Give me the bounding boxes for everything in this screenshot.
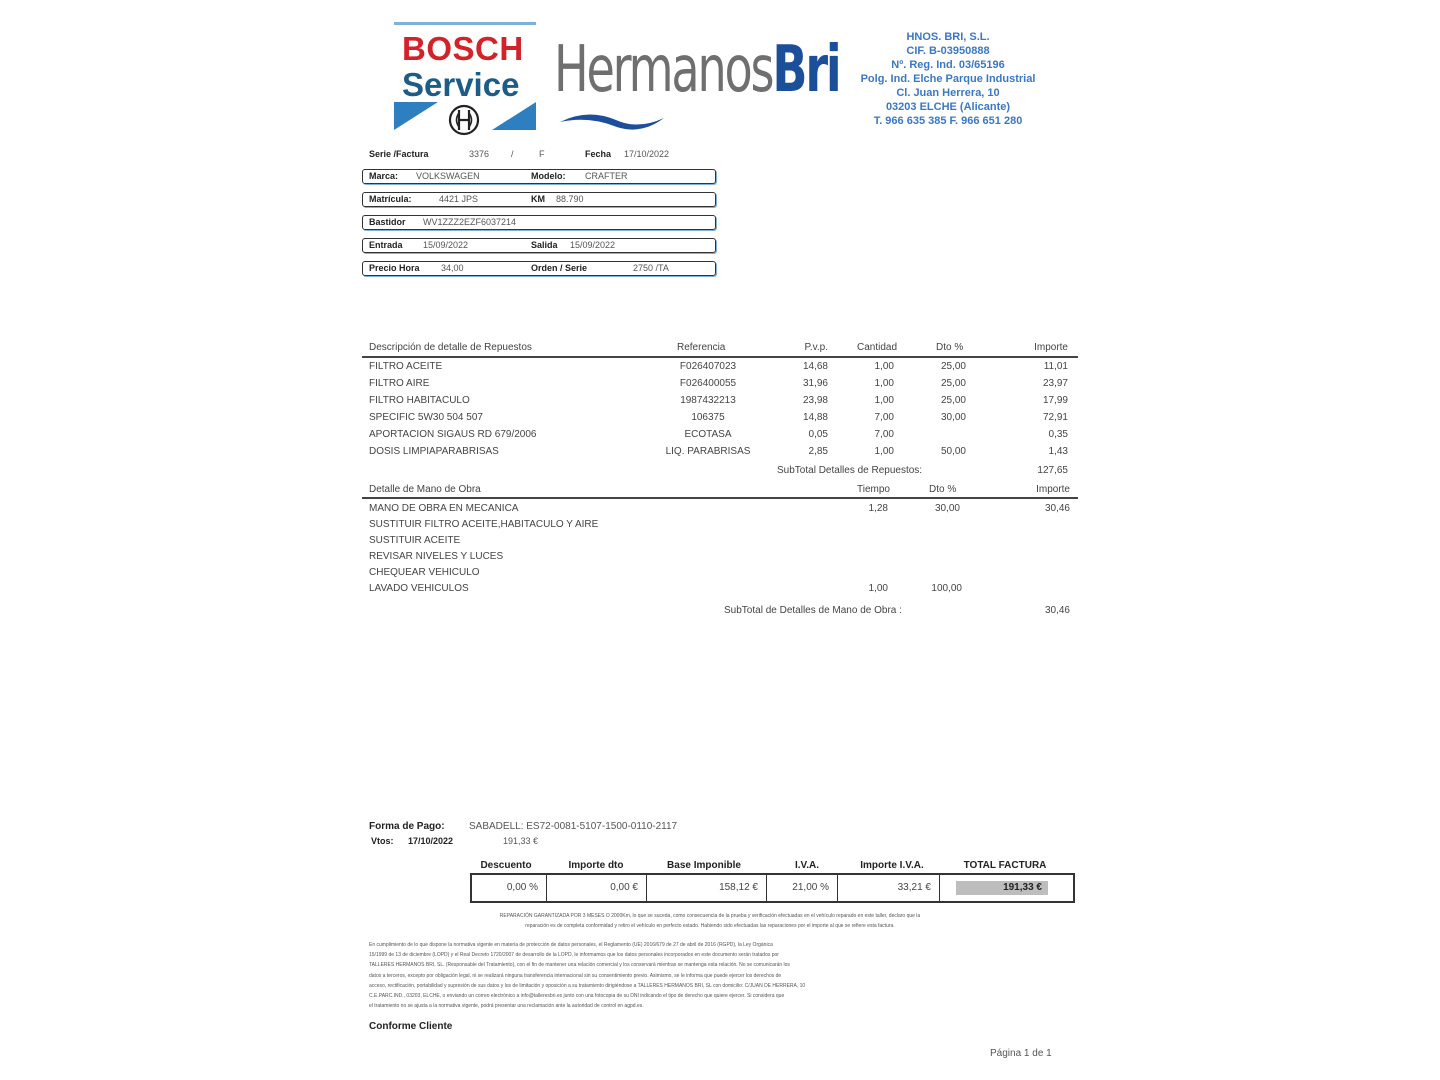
part-quantity: 1,00 (874, 446, 894, 457)
labor-description: SUSTITUIR FILTRO ACEITE,HABITACULO Y AIRE (369, 519, 599, 530)
wave-icon (558, 110, 668, 134)
bastidor-label: Bastidor (369, 217, 406, 227)
part-discount: 30,00 (940, 412, 966, 423)
totals-header-base: Base Imponible (667, 860, 741, 871)
marca-value: VOLKSWAGEN (416, 171, 480, 181)
labor-subtotal-label: SubTotal de Detalles de Mano de Obra : (724, 605, 902, 616)
part-description: FILTRO ACEITE (369, 361, 443, 372)
totals-header-vat-amount: Importe I.V.A. (860, 860, 924, 871)
payment-method-value: SABADELL: ES72-0081-5107-1500-0110-2117 (469, 821, 678, 832)
bosch-service-text: Service (402, 66, 520, 103)
part-discount: 25,00 (940, 395, 966, 406)
company-street: Cl. Juan Herrera, 10 (896, 87, 1000, 99)
bosch-service-logo (394, 22, 536, 134)
totals-header-discount-amount: Importe dto (568, 860, 624, 871)
modelo-value: CRAFTER (585, 171, 628, 181)
labor-description: LAVADO VEHICULOS (369, 583, 469, 594)
labor-description: MANO DE OBRA EN MECANICA (369, 503, 519, 514)
totals-base: 158,12 € (647, 875, 767, 901)
part-amount: 17,99 (1042, 395, 1068, 406)
vehicle-dates-box (362, 238, 716, 253)
due-label: Vtos: (371, 836, 394, 846)
part-quantity: 1,00 (874, 378, 894, 389)
part-quantity: 1,00 (874, 361, 894, 372)
bosch-emblem-icon (448, 104, 480, 136)
km-value: 88.790 (556, 194, 584, 204)
client-signature-label: Conforme Cliente (369, 1021, 453, 1032)
parts-subtotal-value: 127,65 (1037, 465, 1068, 476)
labor-header-rule (362, 497, 1078, 499)
part-description: DOSIS LIMPIAPARABRISAS (369, 446, 499, 457)
part-quantity: 1,00 (874, 395, 894, 406)
parts-header-discount: Dto % (936, 342, 964, 353)
part-description: APORTACION SIGAUS RD 679/2006 (369, 429, 537, 440)
part-amount: 23,97 (1042, 378, 1068, 389)
labor-subtotal-value: 30,46 (1044, 605, 1070, 616)
part-description: FILTRO HABITACULO (369, 395, 470, 406)
km-label: KM (531, 194, 545, 204)
company-cif: CIF. B-03950888 (906, 45, 990, 57)
part-price: 31,96 (802, 378, 828, 389)
company-name: HNOS. BRI, S.L. (906, 31, 990, 43)
part-amount: 1,43 (1048, 446, 1068, 457)
fecha-label: Fecha (585, 149, 612, 159)
modelo-label: Modelo: (531, 171, 566, 181)
labor-header-discount: Dto % (929, 484, 957, 495)
warranty-line: REPARACIÓN GARANTIZADA POR 3 MESES O 2000Km, lo que se suceda, como consecuencia de la prueba y verificación efectuadas en el vehículo reparado en este taller, declaro que la (499, 913, 921, 919)
page-number: Página 1 de 1 (990, 1048, 1052, 1059)
matricula-label: Matrícula: (369, 194, 412, 204)
warranty-line: reparación es de completa conformidad y retiro el vehículo en perfecto estado. Habiendo sido efectuadas las reparaciones por el importe al que se refiere esta factura. (525, 923, 895, 930)
logo-bold-text: Bri (772, 33, 840, 107)
totals-invoice-total: 191,33 € (956, 881, 1048, 895)
parts-header-amount: Importe (1034, 342, 1068, 353)
part-description: SPECIFIC 5W30 504 507 (369, 412, 483, 423)
privacy-line: acceso, rectificación, portabilidad y supresión de sus datos y los de limitación y oposición a su tratamiento dirigiéndose a TALLERES HERMANOS BRI, SL con domicilio: C/JUAN DE HERRERA, 10 (369, 982, 806, 989)
part-reference: LIQ. PARABRISAS (665, 446, 751, 457)
vehicle-plate-box (362, 192, 716, 207)
part-price: 2,85 (808, 446, 828, 457)
serie-label: Serie /Factura (369, 149, 429, 159)
bosch-brand-text: BOSCH (402, 30, 524, 67)
labor-time: 1,28 (868, 503, 888, 514)
parts-subtotal-label: SubTotal Detalles de Repuestos: (777, 465, 923, 476)
bosch-right-triangle (492, 102, 536, 130)
totals-header-discount: Descuento (480, 860, 532, 871)
due-date: 17/10/2022 (408, 836, 454, 846)
privacy-notice (369, 940, 964, 1011)
serie-letter: F (539, 149, 545, 159)
company-info (848, 30, 1048, 128)
orden-value: 2750 /TA (633, 263, 669, 273)
fecha-value: 17/10/2022 (624, 149, 670, 159)
part-reference: ECOTASA (684, 429, 732, 440)
parts-header-quantity: Cantidad (857, 342, 898, 353)
part-discount: 25,00 (940, 361, 966, 372)
part-price: 0,05 (808, 429, 828, 440)
entrada-value: 15/09/2022 (423, 240, 469, 250)
parts-header-description: Descripción de detalle de Repuestos (369, 342, 532, 353)
marca-label: Marca: (369, 171, 399, 181)
privacy-line: datos a terceros, excepto por obligación legal, ni se realizará ninguna transferencia internacional sin su consentimiento previo. Asimismo, se le informa que puede ejercer los derechos de (369, 972, 782, 979)
due-amount: 191,33 € (503, 836, 539, 846)
part-discount: 25,00 (940, 378, 966, 389)
company-phone: T. 966 635 385 F. 966 651 280 (873, 115, 1023, 127)
part-reference: F026407023 (679, 361, 737, 372)
totals-discount: 0,00 % (472, 875, 547, 901)
totals-box (470, 873, 1075, 903)
labor-time: 1,00 (868, 583, 888, 594)
part-amount: 72,91 (1042, 412, 1068, 423)
part-price: 23,98 (802, 395, 828, 406)
orden-label: Orden / Serie (531, 263, 588, 273)
entrada-label: Entrada (369, 240, 403, 250)
totals-vat: 21,00 % (767, 875, 838, 901)
totals-vat-amount: 33,21 € (838, 875, 940, 901)
logo-light-text: Hermanos (554, 33, 773, 107)
labor-description: REVISAR NIVELES Y LUCES (369, 551, 504, 562)
precio-label: Precio Hora (369, 263, 420, 273)
vehicle-price-box (362, 261, 716, 276)
payment-method-label: Forma de Pago: (369, 821, 445, 832)
part-price: 14,88 (802, 412, 828, 423)
company-city: 03203 ELCHE (Alicante) (885, 101, 1011, 113)
salida-value: 15/09/2022 (570, 240, 616, 250)
part-quantity: 7,00 (874, 412, 894, 423)
privacy-line: En cumplimiento de lo que dispone la normativa vigente en materia de protección de datos personales, el Reglamento (UE) 2016/679 de 27 de abril de 2016 (RGPD), la Ley Orgánica (369, 942, 773, 948)
labor-description: SUSTITUIR ACEITE (369, 535, 461, 546)
bosch-left-triangle (394, 102, 438, 130)
labor-header-description: Detalle de Mano de Obra (369, 484, 481, 495)
part-price: 14,68 (802, 361, 828, 372)
privacy-line: 15/1999 de 13 de diciembre (LOPD) y el Real Decreto 1720/2007 de desarrollo de la LOPD, le informamos que los datos personales incorporados en este documento serán tratados por (369, 952, 779, 959)
hermanos-bri-logo (554, 30, 840, 135)
warranty-text (430, 911, 990, 931)
totals-header-vat: I.V.A. (794, 860, 820, 871)
part-description: FILTRO AIRE (369, 378, 430, 389)
privacy-line: el tratamiento no se ajusta a la normativa vigente, podrá presentar una reclamación ante la autoridad de control en agpd.es. (369, 1003, 644, 1010)
labor-amount: 30,46 (1044, 503, 1070, 514)
bosch-logo-bar (394, 22, 536, 25)
parts-header-price: P.v.p. (804, 342, 828, 353)
part-reference: F026400055 (679, 378, 737, 389)
serie-slash: / (511, 149, 514, 159)
part-discount: 50,00 (940, 446, 966, 457)
part-quantity: 7,00 (874, 429, 894, 440)
vehicle-chassis-box (362, 215, 716, 230)
salida-label: Salida (531, 240, 558, 250)
part-reference: 106375 (691, 412, 725, 423)
labor-header-amount: Importe (1036, 484, 1070, 495)
serie-value: 3376 (469, 149, 490, 159)
part-amount: 0,35 (1048, 429, 1068, 440)
privacy-line: C.E.PARC.IND., 03203, ELCHE, o enviando un correo electrónico a info@talleresbri.es junto con una fotocopia de su DNI indicando el tipo de derecho que quiere ejercer. Si considera que (369, 993, 785, 1000)
labor-discount: 30,00 (934, 503, 960, 514)
labor-discount: 100,00 (931, 583, 962, 594)
company-reg: Nº. Reg. Ind. 03/65196 (891, 59, 1005, 71)
vehicle-brand-box (362, 169, 716, 184)
part-reference: 1987432213 (680, 395, 736, 406)
matricula-value: 4421 JPS (439, 194, 479, 204)
precio-value: 34,00 (441, 263, 464, 273)
labor-description: CHEQUEAR VEHICULO (369, 567, 480, 578)
bastidor-value: WV1ZZZ2EZF6037214 (423, 217, 517, 227)
parts-header-reference: Referencia (677, 342, 726, 353)
totals-header-total: TOTAL FACTURA (963, 860, 1047, 871)
part-amount: 11,01 (1043, 361, 1068, 372)
totals-discount-amount: 0,00 € (547, 875, 647, 901)
parts-header-rule (362, 356, 1078, 358)
privacy-line: TALLERES HERMANOS BRI, SL. (Responsable del Tratamiento), con el fin de mantener una relación comercial y los conservará mientras se mantenga esta relación. No se comunicarán los (369, 962, 790, 969)
company-polygon: Polg. Ind. Elche Parque Industrial (860, 73, 1036, 85)
labor-header-time: Tiempo (857, 484, 890, 495)
